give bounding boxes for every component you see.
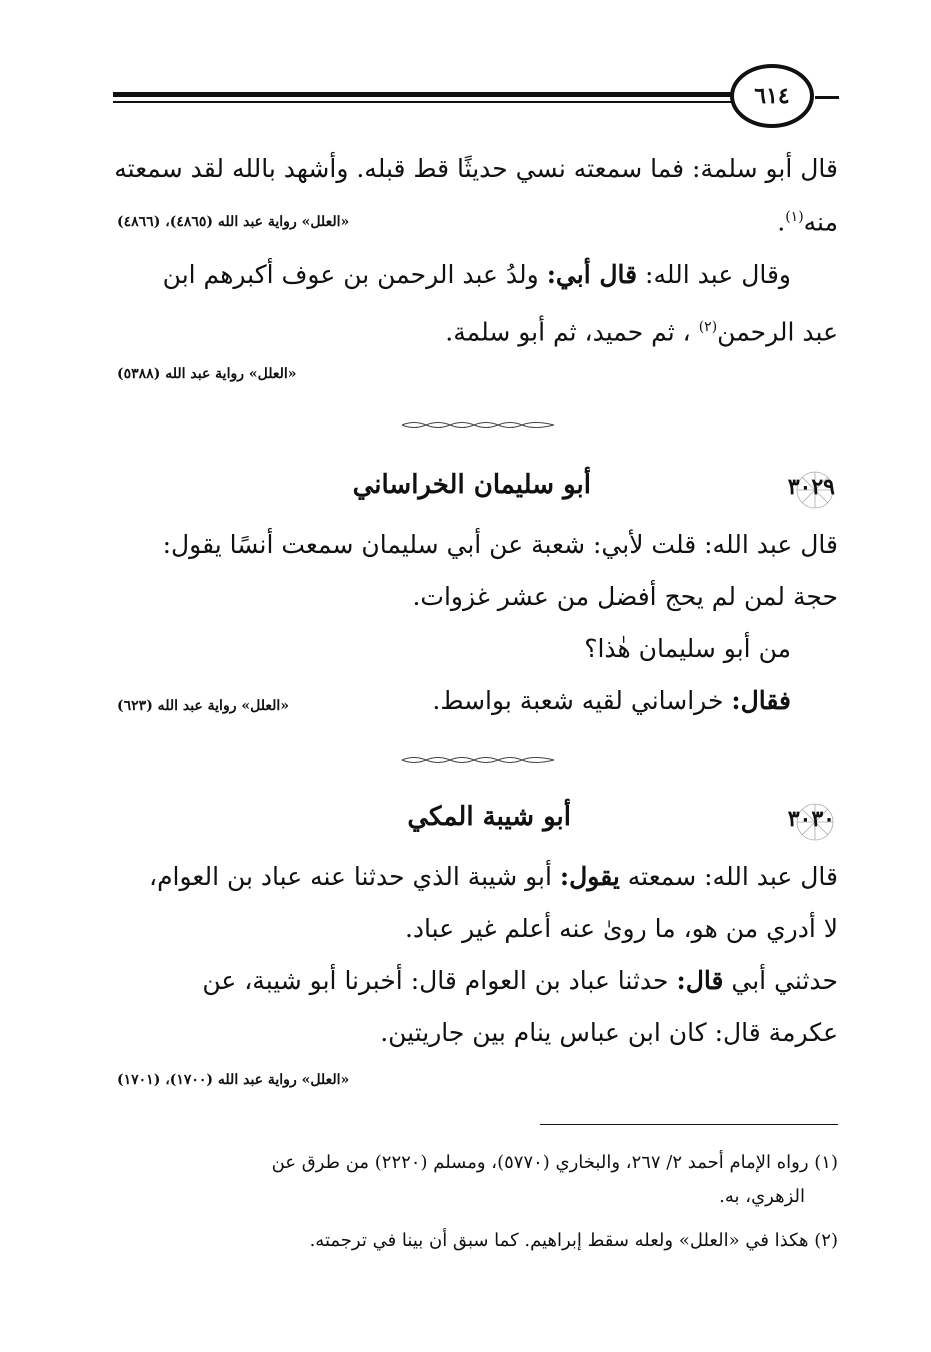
entry-title: أبو سليمان الخراساني (352, 470, 591, 500)
ornament-divider (400, 755, 556, 765)
text-span: ، ثم حميد، ثم أبو سلمة. (445, 317, 691, 347)
text-span: من أبو سليمان هٰذا؟ (584, 634, 791, 663)
header-rule (113, 92, 733, 97)
source-citation: «العلل» رواية عبد الله (٥٣٨٨) (117, 366, 297, 382)
footnote-ref[interactable]: (١) (785, 209, 804, 225)
text-span: حدثنا عباد بن العوام قال: أخبرنا أبو شيبة، عن (202, 966, 669, 995)
text-line (113, 964, 838, 998)
footnote-2: (٢) هكذا في «العلل» ولعله سقط إبراهيم. كما سبق أن بينا في ترجمته. (309, 1230, 838, 1251)
text-span: حجة لمن لم يحج أفضل من عشر غزوات. (412, 582, 838, 611)
text-span: قال أبو سلمة: فما سمعته نسي حديثًا قط قبله. وأشهد بالله لقد سمعته (114, 154, 838, 183)
text-span: قال عبد الله: قلت لأبي: شعبة عن أبي سليمان سمعت أنسًا يقول: (162, 530, 838, 559)
source-citation: «العلل» رواية عبد الله (٦٢٣) (117, 698, 289, 714)
entry-number-badge (753, 800, 841, 844)
bold-span: يقول: (559, 862, 620, 891)
entry-number: ٣٠٢٩ (787, 474, 835, 500)
text-line (113, 152, 838, 186)
text-span: خراساني لقيه شعبة بواسط. (432, 686, 724, 715)
footnote-rule (540, 1124, 838, 1125)
text-line (113, 860, 838, 894)
text-span: عكرمة قال: كان ابن عباس ينام بين جاريتين. (380, 1018, 838, 1047)
text-line (405, 912, 838, 946)
text-line (432, 684, 791, 718)
bold-span: قال أبي: (546, 260, 638, 289)
page-number: ٦١٤ (730, 64, 814, 128)
text-line (777, 200, 838, 239)
entry-title: أبو شيبة المكي (407, 802, 571, 832)
text-span: قال عبد الله: سمعته (627, 862, 838, 891)
text-span: . (777, 207, 786, 237)
text-span: أبو شيبة الذي حدثنا عنه عباد بن العوام، (149, 862, 552, 891)
bold-span: قال: (676, 966, 724, 995)
text-line (163, 258, 791, 292)
ornament-divider (400, 420, 556, 430)
text-line (584, 632, 791, 666)
footnote-1-continued: الزهري، به. (719, 1186, 805, 1207)
text-line (445, 310, 838, 349)
text-span: منه (803, 207, 838, 237)
source-citation: «العلل» رواية عبد الله (٤٨٦٥)، (٤٨٦٦) (117, 214, 350, 230)
header-rule-right (815, 96, 839, 99)
text-span: عبد الرحمن (717, 317, 838, 347)
footnote-1: (١) رواه الإمام أحمد ٢/ ٢٦٧، والبخاري (٥٧٧٠)، ومسلم (٢٢٢٠) من طرق عن (271, 1152, 838, 1173)
source-citation: «العلل» رواية عبد الله (١٧٠٠)، (١٧٠١) (117, 1072, 350, 1088)
entry-number-badge (753, 468, 841, 512)
bold-span: فقال: (731, 686, 791, 715)
text-span: وقال عبد الله: (645, 260, 791, 289)
header-rule-thin (113, 101, 733, 103)
text-span: لا أدري من هو، ما روىٰ عنه أعلم غير عباد. (404, 914, 838, 943)
text-span: ولدُ عبد الرحمن بن عوف أكبرهم ابن (162, 260, 539, 289)
text-line (412, 580, 838, 614)
text-span: حدثني أبي (731, 966, 838, 995)
text-line (113, 528, 838, 562)
text-line (380, 1016, 838, 1050)
entry-number: ٣٠٣٠ (787, 806, 835, 832)
footnote-ref[interactable]: (٢) (698, 319, 718, 335)
